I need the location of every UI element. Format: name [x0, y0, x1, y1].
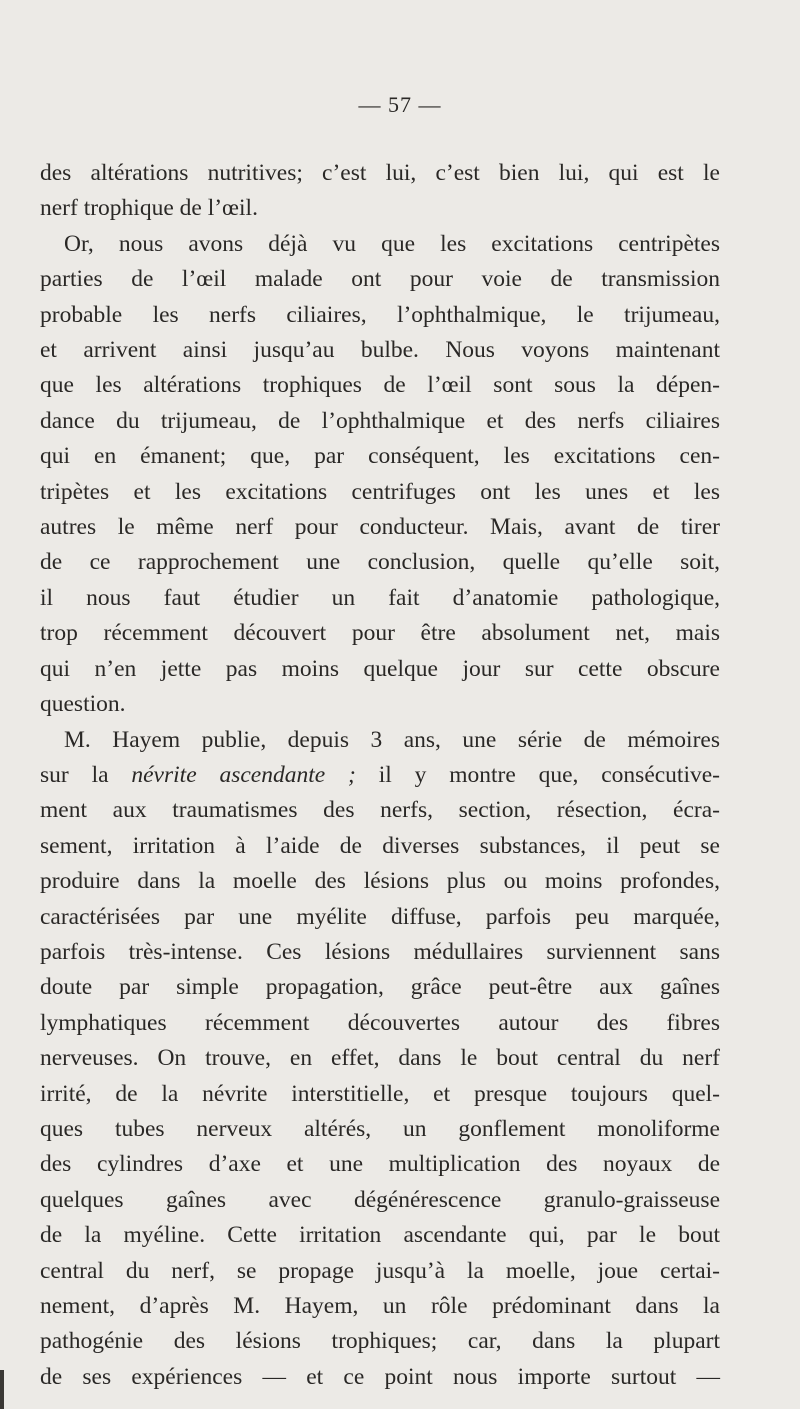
text-line: de ses expériences — et ce point nous importe surtout — — [40, 1363, 720, 1390]
text-line: probable les nerfs ciliaires, l’ophthalmique, le trijumeau, — [40, 301, 720, 328]
text-line: qui n’en jette pas moins quelque jour sur cette obscure — [40, 655, 720, 682]
page-number: — 57 — — [358, 92, 442, 117]
text-line: M. Hayem publie, depuis 3 ans, une série de mémoires — [64, 726, 720, 753]
text-line: caractérisées par une myélite diffuse, parfois peu marquée, — [40, 903, 720, 930]
text-line: quelques gaînes avec dégénérescence granulo-graisseuse — [40, 1186, 720, 1213]
text-line: parfois très-intense. Ces lésions médullaires surviennent sans — [40, 938, 720, 965]
text-line: des cylindres d’axe et une multiplication des noyaux de — [40, 1151, 720, 1178]
text-line: produire dans la moelle des lésions plus ou moins profondes, — [40, 868, 720, 895]
text-line: et arrivent ainsi jusqu’au bulbe. Nous voyons maintenant — [40, 337, 720, 364]
text-fragment: il y montre que, consécutive- — [355, 761, 720, 788]
text-line: nerveuses. On trouve, en effet, dans le bout central du nerf — [40, 1045, 720, 1072]
text-line: il nous faut étudier un fait d’anatomie pathologique, — [40, 584, 720, 611]
text-line: que les altérations trophiques de l’œil sont sous la dépen- — [40, 372, 720, 399]
text-line: dance du trijumeau, de l’ophthalmique et des nerfs ciliaires — [40, 407, 720, 434]
body-text — [40, 156, 720, 1395]
text-line: sement, irritation à l’aide de diverses substances, il peut se — [40, 832, 720, 859]
text-line: lymphatiques récemment découvertes autour des fibres — [40, 1009, 720, 1036]
text-line: ment aux traumatismes des nerfs, section, résection, écra- — [40, 797, 720, 824]
text-line: nement, d’après M. Hayem, un rôle prédominant dans la — [40, 1293, 720, 1319]
text-line: parties de l’œil malade ont pour voie de transmission — [40, 266, 720, 293]
text-line — [40, 758, 720, 793]
text-line: de la myéline. Cette irritation ascendante qui, par le bout — [40, 1222, 720, 1249]
page-edge-mark — [0, 1370, 4, 1409]
text-line: question. — [40, 691, 126, 718]
text-fragment: sur la — [40, 761, 132, 788]
text-line: nerf trophique de l’œil. — [40, 195, 258, 222]
text-line: ques tubes nerveux altérés, un gonflement monoliforme — [40, 1115, 720, 1142]
text-line: doute par simple propagation, grâce peut-être aux gaînes — [40, 974, 720, 1001]
text-line: Or, nous avons déjà vu que les excitations centripètes — [64, 230, 720, 257]
text-line: pathogénie des lésions trophiques; car, dans la plupart — [40, 1328, 720, 1355]
italic-term: névrite ascendante ; — [131, 761, 356, 788]
text-line: de ce rapprochement une conclusion, quelle qu’elle soit, — [40, 549, 720, 576]
text-line: qui en émanent; que, par conséquent, les excitations cen- — [40, 443, 720, 470]
text-line: tripètes et les excitations centrifuges ont les unes et les — [40, 478, 720, 505]
text-line: autres le même nerf pour conducteur. Mais, avant de tirer — [40, 514, 720, 541]
text-line: des altérations nutritives; c’est lui, c’est bien lui, qui est le — [40, 160, 720, 186]
text-line: irrité, de la névrite interstitielle, et presque toujours quel- — [40, 1080, 720, 1107]
text-line: trop récemment découvert pour être absolument net, mais — [40, 620, 720, 647]
text-line: central du nerf, se propage jusqu’à la moelle, joue certai- — [40, 1257, 720, 1284]
